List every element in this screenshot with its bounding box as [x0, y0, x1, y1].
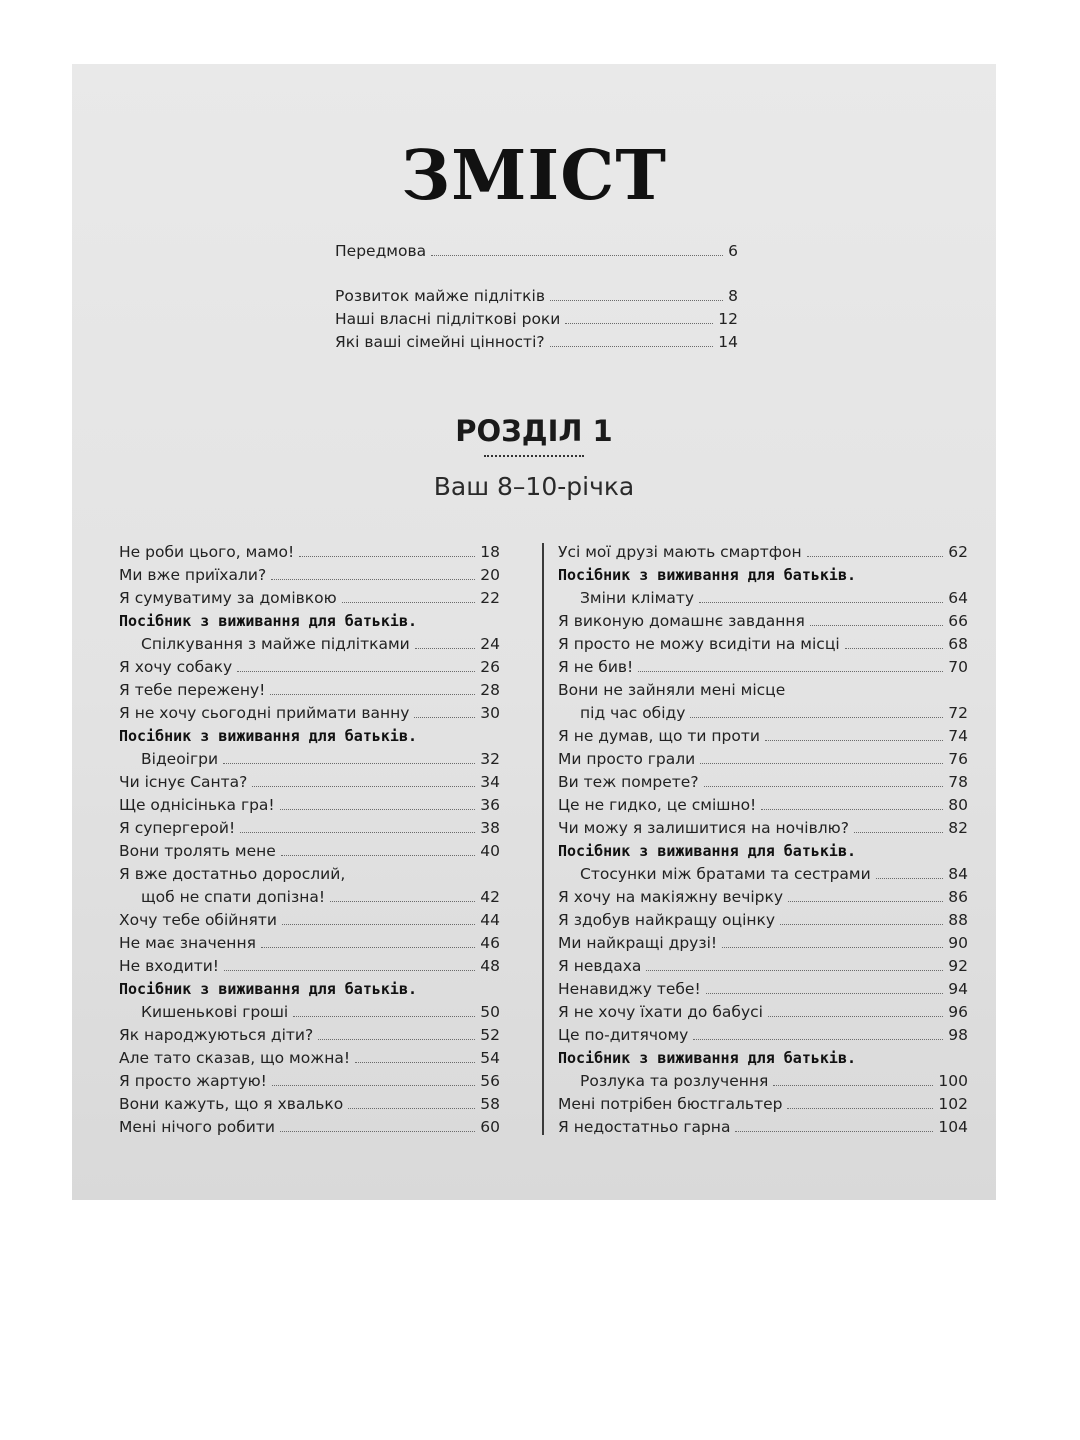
toc-entry [558, 725, 968, 748]
dot-leader [237, 670, 475, 672]
toc-entry-page-number: 62 [948, 543, 968, 561]
toc-entry [558, 656, 968, 679]
toc-entry [119, 771, 500, 794]
dot-leader [261, 946, 475, 948]
toc-entry-title: Я не бив! [558, 658, 634, 676]
toc-entry [119, 909, 500, 932]
dot-leader [271, 578, 475, 580]
toc-entry-page-number: 44 [480, 911, 500, 929]
toc-entry [119, 886, 500, 909]
toc-entry-page-number: 38 [480, 819, 500, 837]
dot-leader [348, 1107, 475, 1109]
toc-entry-page-number: 18 [480, 543, 500, 561]
toc-entry-page-number: 84 [948, 865, 968, 883]
toc-entry [558, 932, 968, 955]
toc-entry-title: Ще однісінька гра! [119, 796, 275, 814]
toc-entry-title: Я недостатньо гарна [558, 1118, 731, 1136]
toc-entry [558, 771, 968, 794]
toc-entry [558, 863, 968, 886]
dot-leader [550, 299, 723, 301]
toc-entry [119, 679, 500, 702]
toc-entry-page-number: 60 [480, 1118, 500, 1136]
toc-entry [119, 1070, 500, 1093]
dot-leader [854, 831, 943, 833]
dot-leader [787, 1107, 933, 1109]
section-title: РОЗДІЛ 1 [455, 414, 613, 448]
toc-entry [558, 817, 968, 840]
dot-leader [704, 785, 944, 787]
toc-entry-page-number: 56 [480, 1072, 500, 1090]
toc-entry-title: Ми просто грали [558, 750, 696, 768]
toc-entry-first-line: Вони не зайняли мені місце [558, 681, 786, 699]
dot-leader [693, 1038, 943, 1040]
toc-entry-page-number: 94 [948, 980, 968, 998]
toc-entry-title: Відеоігри [141, 750, 219, 768]
toc-subheading: Посібник з виживання для батьків. [119, 727, 418, 745]
toc-entry [558, 886, 968, 909]
toc-entry-page-number: 72 [948, 704, 968, 722]
toc-entry-page-number: 78 [948, 773, 968, 791]
dot-leader [761, 808, 943, 810]
toc-entry [119, 817, 500, 840]
toc-entry-page-number: 58 [480, 1095, 500, 1113]
dot-leader [845, 647, 944, 649]
toc-entry-title: Не роби цього, мамо! [119, 543, 295, 561]
toc-entry-page-number: 50 [480, 1003, 500, 1021]
toc-entry-title: Стосунки між братами та сестрами [580, 865, 871, 883]
toc-entry-page-number: 22 [480, 589, 500, 607]
toc-entry [119, 932, 500, 955]
toc-entry-title: Я сумуватиму за домівкою [119, 589, 337, 607]
toc-entry-page-number: 92 [948, 957, 968, 975]
toc-entry [558, 633, 968, 656]
toc-entry [119, 748, 500, 771]
toc-entry-page-number: 86 [948, 888, 968, 906]
toc-entry-page-number: 14 [718, 333, 738, 351]
toc-entry-title: щоб не спати допізна! [141, 888, 326, 906]
toc-entry-title: Кишенькові гроші [141, 1003, 289, 1021]
toc-entry [558, 1024, 968, 1047]
toc-entry-title: Спілкування з майже підлітками [141, 635, 410, 653]
toc-entry-title: Зміни клімату [580, 589, 695, 607]
toc-entry-page-number: 52 [480, 1026, 500, 1044]
dot-leader [765, 739, 943, 741]
toc-entry-page-number: 100 [938, 1072, 968, 1090]
dot-leader [282, 923, 475, 925]
toc-entry-page-number: 54 [480, 1049, 500, 1067]
toc-entry-page-number: 20 [480, 566, 500, 584]
toc-entry [335, 285, 738, 308]
toc-entry-title: під час обіду [580, 704, 686, 722]
dot-leader [342, 601, 476, 603]
dot-leader [788, 900, 943, 902]
toc-entry-page-number: 26 [480, 658, 500, 676]
toc-subheading: Посібник з виживання для батьків. [558, 566, 857, 584]
toc-entry [119, 1024, 500, 1047]
dot-leader [700, 762, 943, 764]
toc-entry-title: Як народжуються діти? [119, 1026, 314, 1044]
toc-subheading: Посібник з виживання для батьків. [119, 980, 418, 998]
toc-subheading: Посібник з виживання для батьків. [558, 1049, 857, 1067]
dot-leader [638, 670, 943, 672]
dot-leader [431, 254, 723, 256]
dot-leader [706, 992, 944, 994]
toc-entry-title: Мені нічого робити [119, 1118, 275, 1136]
toc-entry-title: Ви теж помрете? [558, 773, 699, 791]
toc-entry [119, 656, 500, 679]
toc-entry-page-number: 68 [948, 635, 968, 653]
intro-list [335, 240, 738, 354]
dot-leader [272, 1084, 475, 1086]
toc-entry-page-number: 34 [480, 773, 500, 791]
toc-entry-title: Хочу тебе обійняти [119, 911, 277, 929]
toc-entry-title: Я просто не можу всидіти на місці [558, 635, 840, 653]
dot-leader [807, 555, 944, 557]
dot-leader [355, 1061, 475, 1063]
toc-entry-title: Які ваші сімейні цінності? [335, 333, 545, 351]
toc-subheading: Посібник з виживання для батьків. [119, 612, 418, 630]
toc-entry-page-number: 36 [480, 796, 500, 814]
toc-entry-page-number: 98 [948, 1026, 968, 1044]
dot-leader [550, 345, 714, 347]
toc-entry-title: Мені потрібен бюстгальтер [558, 1095, 783, 1113]
dot-leader [270, 693, 475, 695]
list-spacer [335, 263, 738, 285]
toc-entry [119, 1116, 500, 1139]
toc-entry-title: Вони кажуть, що я хвалько [119, 1095, 344, 1113]
toc-entry-page-number: 96 [948, 1003, 968, 1021]
column-divider [542, 543, 544, 1135]
dot-leader [768, 1015, 943, 1017]
toc-entry-title: Це не гидко, це смішно! [558, 796, 757, 814]
toc-entry [558, 541, 968, 564]
toc-entry [558, 610, 968, 633]
toc-entry-title: Ми вже приїхали? [119, 566, 267, 584]
dot-leader [415, 647, 476, 649]
toc-entry-page-number: 32 [480, 750, 500, 768]
toc-entry-title: Наші власні підліткові роки [335, 310, 561, 328]
toc-entry [119, 1093, 500, 1116]
section-subtitle: Ваш 8–10-річка [433, 472, 635, 501]
toc-entry-first-line: Я вже достатньо дорослий, [119, 865, 346, 883]
toc-entry-title: Я просто жартую! [119, 1072, 267, 1090]
dot-leader [735, 1130, 933, 1132]
toc-entry-page-number: 104 [938, 1118, 968, 1136]
dot-leader [252, 785, 475, 787]
toc-entry-page-number: 24 [480, 635, 500, 653]
dot-leader [280, 808, 476, 810]
toc-entry-title: Я невдаха [558, 957, 642, 975]
dot-leader [699, 601, 943, 603]
toc-entry-title: Ми найкращі друзі! [558, 934, 718, 952]
toc-entry [119, 840, 500, 863]
dot-leader [280, 1130, 475, 1132]
toc-entry-title: Я не хочу сьогодні приймати ванну [119, 704, 410, 722]
toc-entry-page-number: 102 [938, 1095, 968, 1113]
toc-entry-title: Я здобув найкращу оцінку [558, 911, 776, 929]
toc-entry-title: Не входити! [119, 957, 220, 975]
toc-entry [558, 748, 968, 771]
toc-entry [558, 1001, 968, 1024]
toc-entry [558, 978, 968, 1001]
toc-entry-title: Чи можу я залишитися на ночівлю? [558, 819, 849, 837]
toc-entry-page-number: 70 [948, 658, 968, 676]
dot-leader [224, 969, 475, 971]
dot-leader [299, 555, 475, 557]
toc-entry [119, 587, 500, 610]
dot-leader [876, 877, 944, 879]
toc-entry-title: Передмова [335, 242, 427, 260]
toc-entry [119, 1047, 500, 1070]
toc-entry-page-number: 66 [948, 612, 968, 630]
dot-leader [810, 624, 943, 626]
toc-left-column [119, 541, 500, 1139]
toc-entry [119, 702, 500, 725]
toc-entry-title: Чи існує Санта? [119, 773, 248, 791]
dot-leader [223, 762, 475, 764]
toc-entry-page-number: 90 [948, 934, 968, 952]
toc-entry-title: Я не думав, що ти проти [558, 727, 760, 745]
toc-entry-title: Я тебе пережену! [119, 681, 266, 699]
toc-entry [558, 702, 968, 725]
toc-entry-page-number: 6 [728, 242, 738, 260]
toc-entry [558, 794, 968, 817]
toc-entry-title: Але тато сказав, що можна! [119, 1049, 351, 1067]
dot-leader [690, 716, 943, 718]
toc-entry-page-number: 82 [948, 819, 968, 837]
dot-leader [414, 716, 475, 718]
toc-entry-page-number: 46 [480, 934, 500, 952]
toc-entry-page-number: 30 [480, 704, 500, 722]
toc-entry-title: Не має значення [119, 934, 256, 952]
toc-entry [558, 1116, 968, 1139]
toc-entry-title: Я виконую домашнє завдання [558, 612, 805, 630]
toc-right-column [558, 541, 968, 1139]
toc-entry-title: Усі мої друзі мають смартфон [558, 543, 802, 561]
toc-entry-title: Розвиток майже підлітків [335, 287, 545, 305]
dot-leader [293, 1015, 475, 1017]
dot-leader [722, 946, 943, 948]
toc-entry-page-number: 88 [948, 911, 968, 929]
toc-entry-page-number: 8 [728, 287, 738, 305]
section-title-underline [484, 454, 584, 457]
toc-entry-title: Я хочу собаку [119, 658, 233, 676]
dot-leader [318, 1038, 475, 1040]
toc-entry-title: Я хочу на макіяжну вечірку [558, 888, 784, 906]
toc-entry [558, 955, 968, 978]
toc-subheading: Посібник з виживання для батьків. [558, 842, 857, 860]
toc-entry-page-number: 48 [480, 957, 500, 975]
toc-entry-title: Це по-дитячому [558, 1026, 689, 1044]
toc-entry-page-number: 74 [948, 727, 968, 745]
toc-entry [335, 331, 738, 354]
dot-leader [773, 1084, 933, 1086]
toc-entry-title: Я супергерой! [119, 819, 236, 837]
toc-entry-title: Ненавиджу тебе! [558, 980, 701, 998]
toc-entry-page-number: 42 [480, 888, 500, 906]
toc-entry [335, 308, 738, 331]
toc-entry [558, 909, 968, 932]
toc-entry [335, 240, 738, 263]
dot-leader [330, 900, 475, 902]
dot-leader [780, 923, 943, 925]
dot-leader [240, 831, 475, 833]
toc-entry [119, 541, 500, 564]
toc-entry-title: Я не хочу їхати до бабусі [558, 1003, 763, 1021]
toc-entry-page-number: 76 [948, 750, 968, 768]
toc-entry [119, 794, 500, 817]
toc-entry [119, 564, 500, 587]
toc-entry-title: Розлука та розлучення [580, 1072, 769, 1090]
toc-entry-page-number: 40 [480, 842, 500, 860]
toc-entry [119, 955, 500, 978]
toc-entry-page-number: 64 [948, 589, 968, 607]
page-title: ЗМІСТ [401, 136, 667, 216]
dot-leader [646, 969, 943, 971]
dot-leader [281, 854, 475, 856]
toc-entry [119, 1001, 500, 1024]
toc-entry-page-number: 80 [948, 796, 968, 814]
toc-entry-title: Вони тролять мене [119, 842, 276, 860]
toc-entry-page-number: 12 [718, 310, 738, 328]
toc-entry [558, 1093, 968, 1116]
toc-entry [558, 587, 968, 610]
toc-entry-page-number: 28 [480, 681, 500, 699]
toc-entry [119, 633, 500, 656]
book-page [72, 64, 996, 1200]
dot-leader [565, 322, 713, 324]
toc-entry [558, 1070, 968, 1093]
